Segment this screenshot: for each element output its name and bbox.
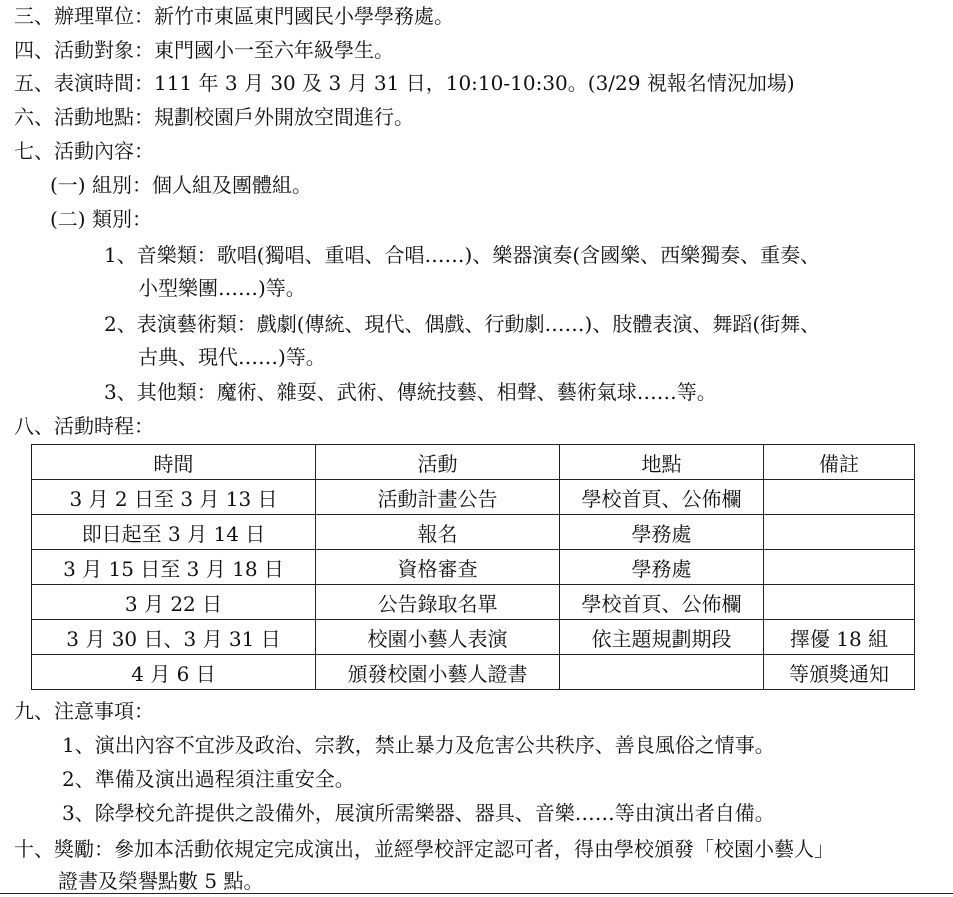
cell-remarks xyxy=(764,550,915,585)
section-reward-line1: 十、獎勵：參加本活動依規定完成演出，並經學校評定認可者，得由學校頒發「校園小藝人」 xyxy=(14,837,834,861)
section-schedule-heading: 八、活動時程： xyxy=(14,414,154,438)
cell-activity: 報名 xyxy=(316,515,560,550)
content-group-item: (一) 組別：個人組及團體組。 xyxy=(50,173,312,197)
cell-activity: 公告錄取名單 xyxy=(316,585,560,620)
column-header-remarks: 備註 xyxy=(764,445,915,480)
table-row xyxy=(32,620,915,655)
section-content-heading: 七、活動內容： xyxy=(14,139,154,163)
section-location: 六、活動地點：規劃校園戶外開放空間進行。 xyxy=(14,105,414,129)
cell-time: 3 月 22 日 xyxy=(32,585,316,620)
schedule-table xyxy=(31,444,915,690)
cell-time: 3 月 30 日、3 月 31 日 xyxy=(32,620,316,655)
note-item-3: 3、除學校允許提供之設備外，展演所需樂器、器具、音樂……等由演出者自備。 xyxy=(62,801,775,825)
section-performance-time: 五、表演時間：111 年 3 月 30 及 3 月 31 日，10:10-10:30。(3/29 視報名情況加場) xyxy=(14,71,795,95)
table-row xyxy=(32,550,915,585)
cell-location: 學務處 xyxy=(560,550,764,585)
category-music-line2: 小型樂團……)等。 xyxy=(138,276,306,300)
cell-location xyxy=(560,655,764,690)
cell-remarks xyxy=(764,585,915,620)
column-header-time: 時間 xyxy=(32,445,316,480)
section-reward-line2: 證書及榮譽點數 5 點。 xyxy=(58,869,264,893)
bottom-divider xyxy=(0,893,953,894)
table-row xyxy=(32,480,915,515)
cell-remarks: 等頒獎通知 xyxy=(764,655,915,690)
category-music-line1: 1、音樂類：歌唱(獨唱、重唱、合唱……)、樂器演奏(含國樂、西樂獨奏、重奏、 xyxy=(104,243,821,267)
column-header-activity: 活動 xyxy=(316,445,560,480)
cell-time: 即日起至 3 月 14 日 xyxy=(32,515,316,550)
section-target-audience: 四、活動對象：東門國小一至六年級學生。 xyxy=(14,38,394,62)
cell-activity: 活動計畫公告 xyxy=(316,480,560,515)
cell-time: 4 月 6 日 xyxy=(32,655,316,690)
cell-time: 3 月 2 日至 3 月 13 日 xyxy=(32,480,316,515)
content-category-heading: (二) 類別： xyxy=(50,207,152,231)
table-row xyxy=(32,585,915,620)
category-performing-arts-line2: 古典、現代……)等。 xyxy=(138,345,326,369)
section-notes-heading: 九、注意事項： xyxy=(14,699,154,723)
table-header-row xyxy=(32,445,915,480)
table-row xyxy=(32,655,915,690)
cell-remarks xyxy=(764,480,915,515)
cell-location: 學校首頁、公佈欄 xyxy=(560,480,764,515)
note-item-2: 2、準備及演出過程須注重安全。 xyxy=(62,767,355,791)
cell-activity: 校園小藝人表演 xyxy=(316,620,560,655)
note-item-1: 1、演出內容不宜涉及政治、宗教，禁止暴力及危害公共秩序、善良風俗之情事。 xyxy=(62,733,775,757)
cell-remarks: 擇優 18 組 xyxy=(764,620,915,655)
category-other: 3、其他類：魔術、雜耍、武術、傳統技藝、相聲、藝術氣球……等。 xyxy=(104,380,717,404)
cell-location: 學校首頁、公佈欄 xyxy=(560,585,764,620)
cell-remarks xyxy=(764,515,915,550)
cell-location: 依主題規劃期段 xyxy=(560,620,764,655)
table-row xyxy=(32,515,915,550)
column-header-location: 地點 xyxy=(560,445,764,480)
cell-activity: 資格審查 xyxy=(316,550,560,585)
cell-time: 3 月 15 日至 3 月 18 日 xyxy=(32,550,316,585)
cell-activity: 頒發校園小藝人證書 xyxy=(316,655,560,690)
category-performing-arts-line1: 2、表演藝術類：戲劇(傳統、現代、偶戲、行動劇……)、肢體表演、舞蹈(街舞、 xyxy=(104,312,821,336)
section-organizer: 三、辦理單位：新竹市東區東門國民小學學務處。 xyxy=(14,4,454,28)
cell-location: 學務處 xyxy=(560,515,764,550)
